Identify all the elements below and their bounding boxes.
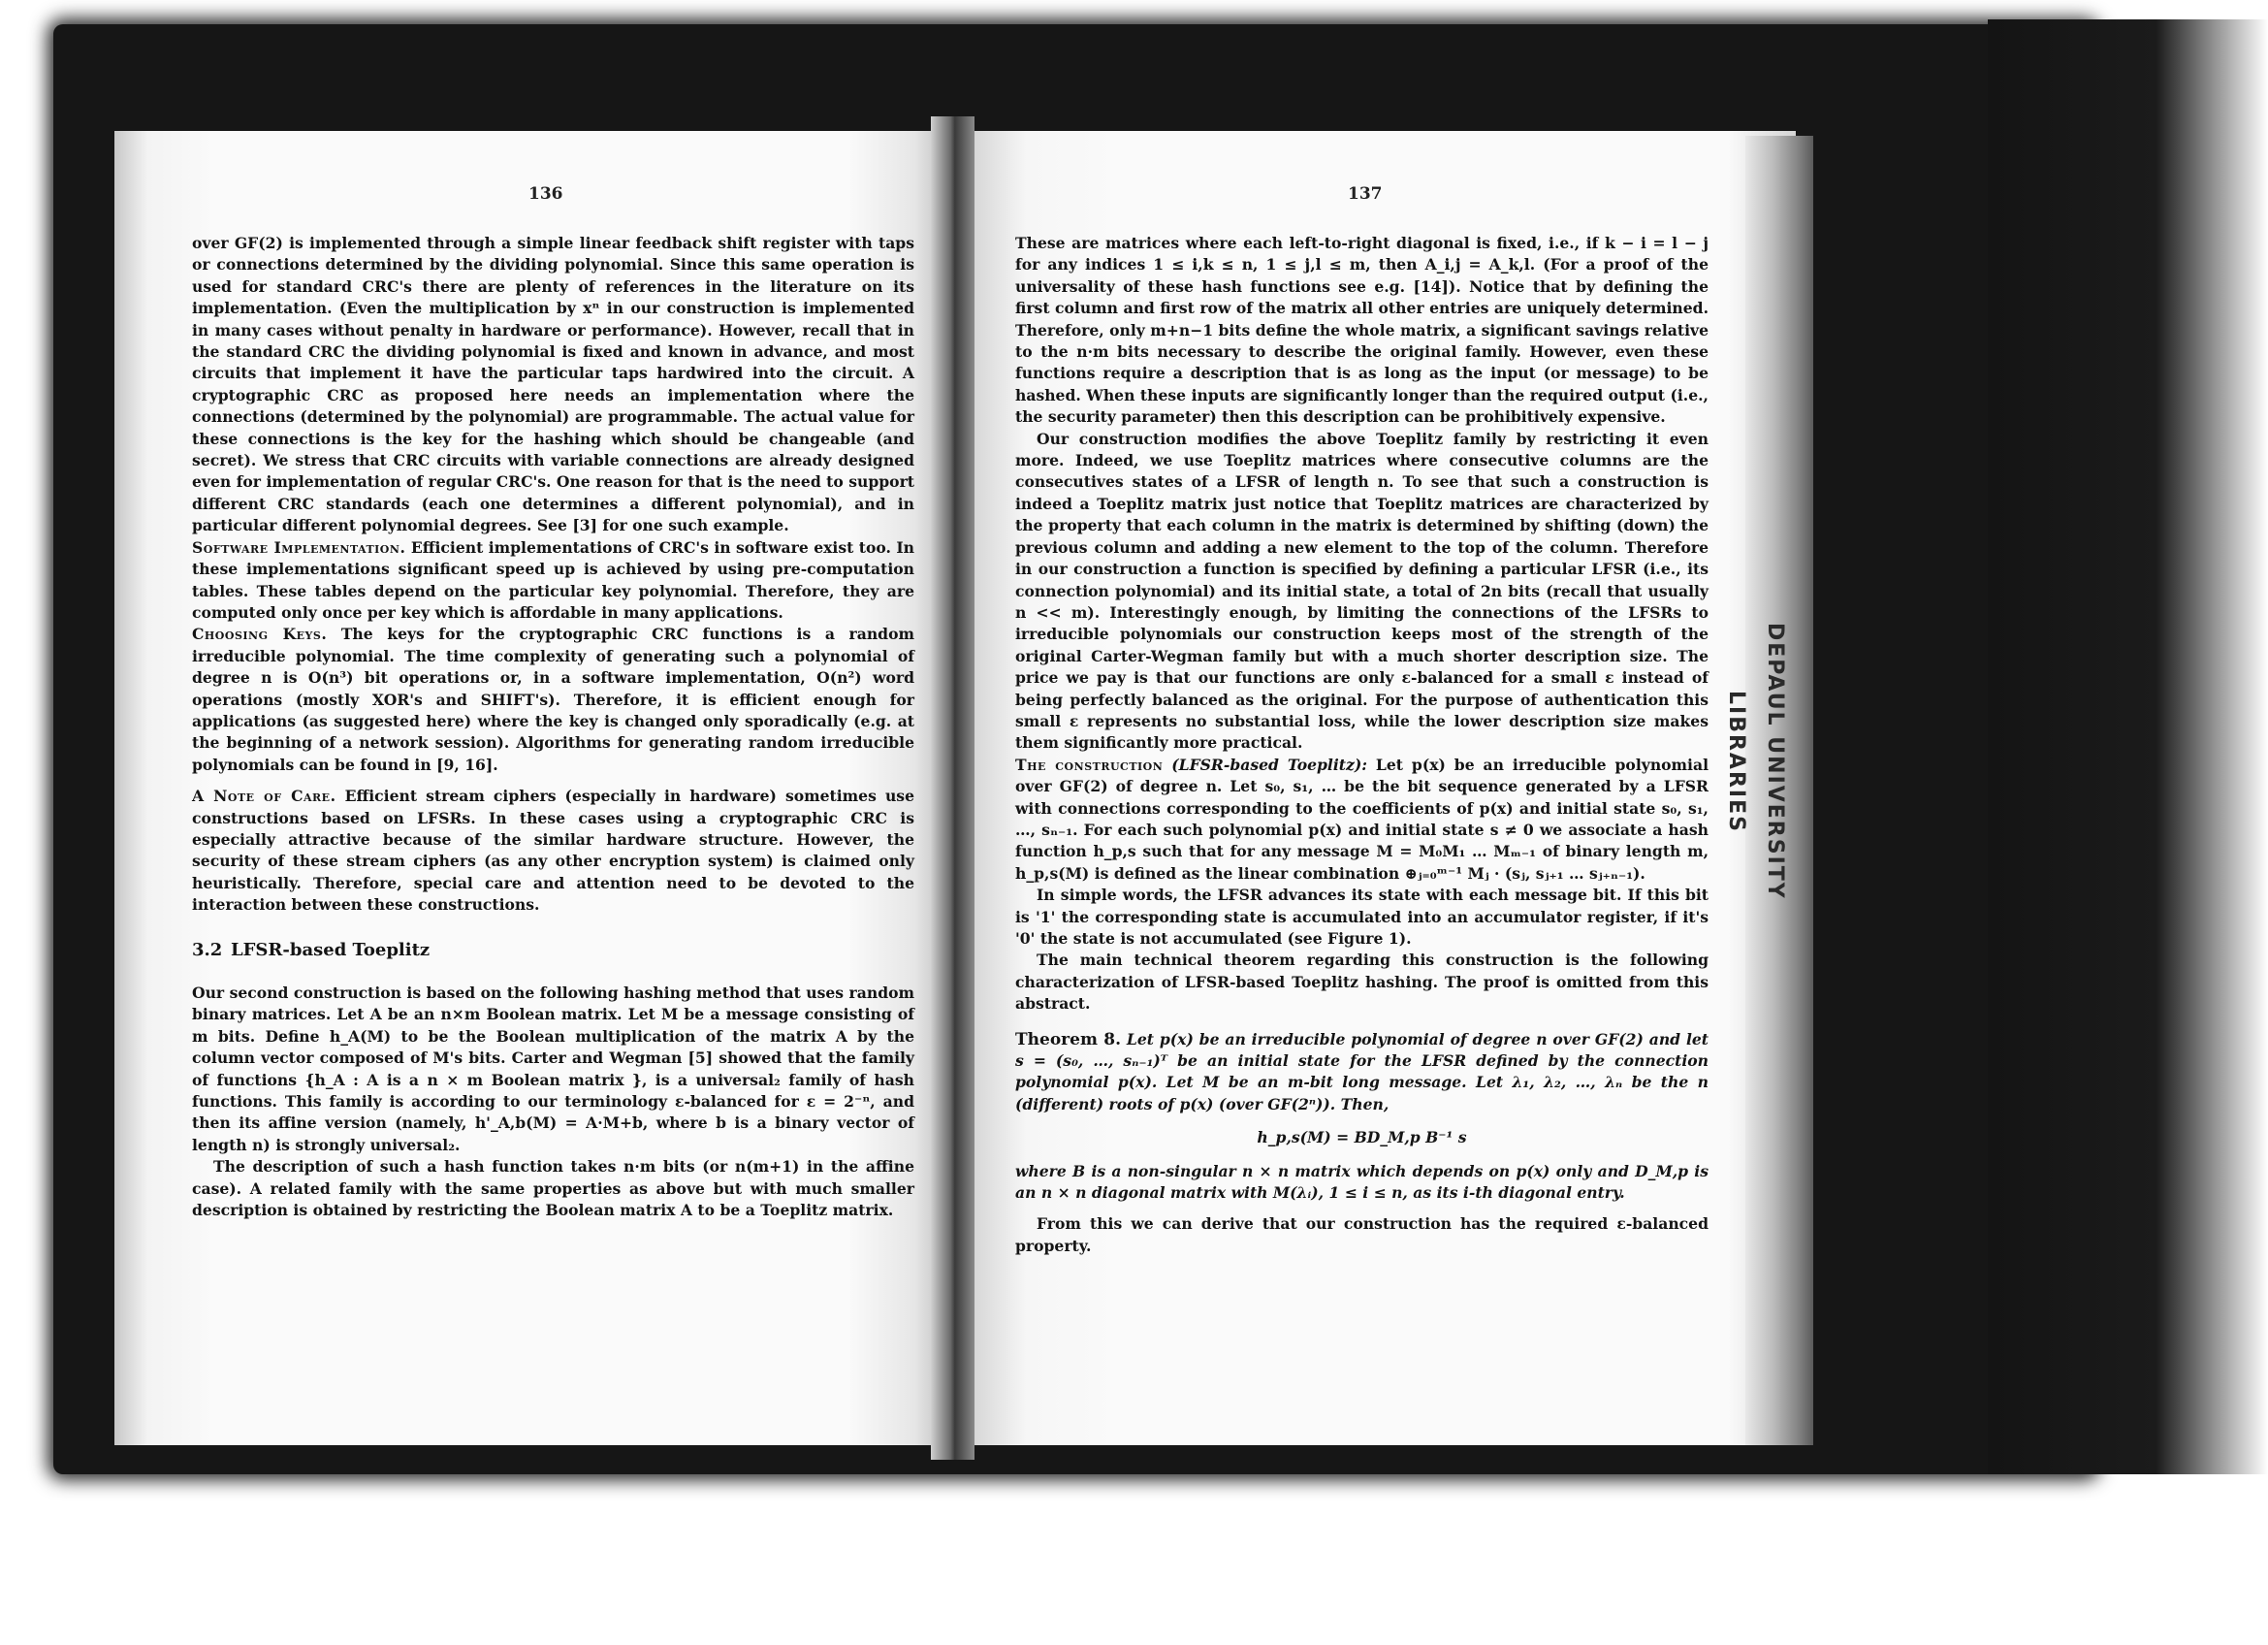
left-paragraph-1: over GF(2) is implemented through a simple linear feedback shift register with taps or connections determined by the dividing polynomial. Since this same operation is used for standard CRC's there are plenty of references in the literature on its implementation. (Even the multiplication by xⁿ in our construction is implemented in many cases without penalty in hardware or performance). However, recall that in the standard CRC the dividing polynomial is fixed and known in advance, and most circuits that implement it have the particular taps hardwired into the circuit. A cryptographic CRC as proposed here needs an implementation where the connections (determined by the polynomial) are programmable. The actual value for these connections is the key for the hashing which should be changeable (and secret). We stress that CRC circuits with variable connections are already designed even for implementation of regular CRC's. One reason for that is the need to support different CRC standards (each one determines a different polynomial), and in particular different polynomial degrees. See [3] for one such example.: [192, 234, 914, 535]
right-page-body: [1015, 233, 1709, 1257]
left-paragraph-4-text: Efficient stream ciphers (especially in hardware) sometimes use constructions based on LFSRs. In these cases using a cryptographic CRC is especially attractive because of the similar hardware structure. However, the security of these stream ciphers (as any other encryption system) is claimed only heuristically. Therefore, special care and attention need to be devoted to the interaction between these constructions.: [192, 787, 914, 915]
choosing-keys-label: Choosing Keys.: [192, 625, 328, 644]
right-paragraph-6: From this we can derive that our construction has the required ε-balanced property.: [1015, 1214, 1709, 1255]
left-paragraph-3-text: The keys for the cryptographic CRC functions is a random irreducible polynomial. The time complexity of generating such a polynomial of degree n is O(n³) bit operations or, in a software implementation, O(n²) word operations (mostly XOR's and SHIFT's). Therefore, it is efficient enough for applications (as suggested here) where the key is changed only sporadically (e.g. at the beginning of a network session). Algorithms for generating random irreducible polynomials can be found in [9, 16].: [192, 625, 914, 774]
left-paragraph-5: Our second construction is based on the following hashing method that uses random binary matrices. Let A be an n×m Boolean matrix. Let M be a message consisting of m bits. Define h_A(M) to be the Boolean multiplication of the matrix A by the column vector composed of M's bits. Carter and Wegman [5] showed that the family of functions {h_A : A is a n × m Boolean matrix }, is a universal₂ family of hash functions. This family is according to our terminology ε-balanced for ε = 2⁻ⁿ, and then its affine version (namely, h'_A,b(M) = A·M+b, where b is a binary vector of length n) is strongly universal₂.: [192, 984, 914, 1154]
section-title: LFSR-based Toeplitz: [231, 939, 431, 960]
left-page-number: 136: [528, 184, 563, 204]
theorem-8: [1015, 1029, 1709, 1116]
right-page-number: 137: [1348, 184, 1383, 204]
book-gutter: [931, 116, 974, 1460]
left-paragraph-3: [192, 624, 914, 776]
left-page-body: [192, 233, 914, 1221]
right-paragraph-3: [1015, 755, 1709, 885]
left-paragraph-2-text: Efficient implementations of CRC's in software exist too. In these implementations significant speed up is achieved by using pre-computation tables. These tables depend on the particular key polynomial. Therefore, they are computed only once per key which is affordable in many applications.: [192, 537, 914, 622]
theorem-label: Theorem 8.: [1015, 1029, 1122, 1049]
note-of-care-label: A Note of Care.: [192, 787, 336, 806]
section-heading: [192, 940, 914, 961]
spacer: [192, 776, 914, 786]
theorem-equation: h_p,s(M) = BD_M,p B⁻¹ s: [1257, 1128, 1467, 1147]
right-paragraph-3-text: Let p(x) be an irreducible polynomial over GF(2) of degree n. Let s₀, s₁, … be the bit sequence generated by a LFSR with connections corresponding to the coefficients of p(x) and initial state s₀, s₁, …, sₙ₋₁. For each such polynomial p(x) and initial state s ≠ 0 we associate a hash function h_p,s such that for any message M = M₀M₁ … Mₘ₋₁ of binary length m, h_p,s(M) is defined as the linear combination ⊕ⱼ₌₀ᵐ⁻¹ Mⱼ · (sⱼ, sⱼ₊₁ … sⱼ₊ₙ₋₁).: [1015, 755, 1709, 883]
left-paragraph-6: The description of such a hash function takes n·m bits (or n(m+1) in the affine case). A related family with the same properties as above but with much smaller description is obtained by restricting the Boolean matrix A to be a Toeplitz matrix.: [192, 1157, 914, 1220]
software-implementation-label: Software Implementation.: [192, 537, 406, 557]
right-paragraph-4: In simple words, the LFSR advances its state with each message bit. If this bit is '1' the corresponding state is accumulated into an accumulator register, if it's '0' the state is not accumulated (see Figure 1).: [1015, 886, 1709, 948]
left-paragraph-2: [192, 537, 914, 625]
right-paragraph-1: These are matrices where each left-to-right diagonal is fixed, i.e., if k − i = l − j for any indices 1 ≤ i,k ≤ n, 1 ≤ j,l ≤ m, then A_i,j = A_k,l. (For a proof of the universality of these hash functions see e.g. [14]). Notice that by defining the first column and first row of the matrix all other entries are uniquely determined. Therefore, only m+n−1 bits define the whole matrix, a significant savings relative to the n·m bits necessary to describe the original family. However, even these functions require a description that is as long as the input (or message) to be hashed. When these inputs are significantly longer than the required output (i.e., the security parameter) then this description can be prohibitively expensive.: [1015, 234, 1709, 427]
right-paragraph-2: Our construction modifies the above Toeplitz family by restricting it even more. Indeed, we use Toeplitz matrices where consecutive columns are the consecutives states of a LFSR of length n. To see that such a construction is indeed a Toeplitz matrix just notice that Toeplitz matrices are characterized by the property that each column in the matrix is determined by shifting (down) the previous column and adding a new element to the top of the column. Therefore in our construction a function is specified by defining a particular LFSR (i.e., its connection polynomial) and its initial state, a total of 2n bits (recall that usually n << m). Interestingly enough, by limiting the connections of the LFSRs to irreducible polynomials our construction keeps most of the strength of the original Carter-Wegman family but with a much shorter description size. The price we pay is that our functions are only ε-balanced for a small ε instead of being perfectly balanced as the original. For the purpose of authentication this small ε represents no substantial loss, while the lower description size makes them significantly more practical.: [1015, 429, 1709, 753]
library-spine-label: DEPAUL UNIVERSITY LIBRARIES: [1724, 623, 1787, 900]
theorem-body: Let p(x) be an irreducible polynomial of degree n over GF(2) and let s = (s₀, …, sₙ₋₁)ᵀ be an initial state for the LFSR defined by the connection polynomial p(x). Let M be an m-bit long message. Let λ₁, λ₂, …, λₙ be the n (different) roots of p(x) (over GF(2ⁿ)). Then,: [1015, 1029, 1709, 1113]
theorem-conclusion: where B is a non-singular n × n matrix which depends on p(x) only and D_M,p is an n × n diagonal matrix with M(λᵢ), 1 ≤ i ≤ n, as its i-th diagonal entry.: [1015, 1161, 1709, 1203]
construction-label-italic: (LFSR-based Toeplitz):: [1171, 755, 1367, 774]
left-paragraph-4: [192, 786, 914, 916]
book-edge-shadow: [1988, 19, 2268, 1474]
spacer: [1015, 1204, 1709, 1213]
section-number: 3.2: [192, 939, 223, 960]
construction-label: The construction: [1015, 755, 1164, 774]
right-paragraph-5: The main technical theorem regarding this construction is the following characterization of LFSR-based Toeplitz hashing. The proof is omitted from this abstract.: [1015, 951, 1709, 1014]
